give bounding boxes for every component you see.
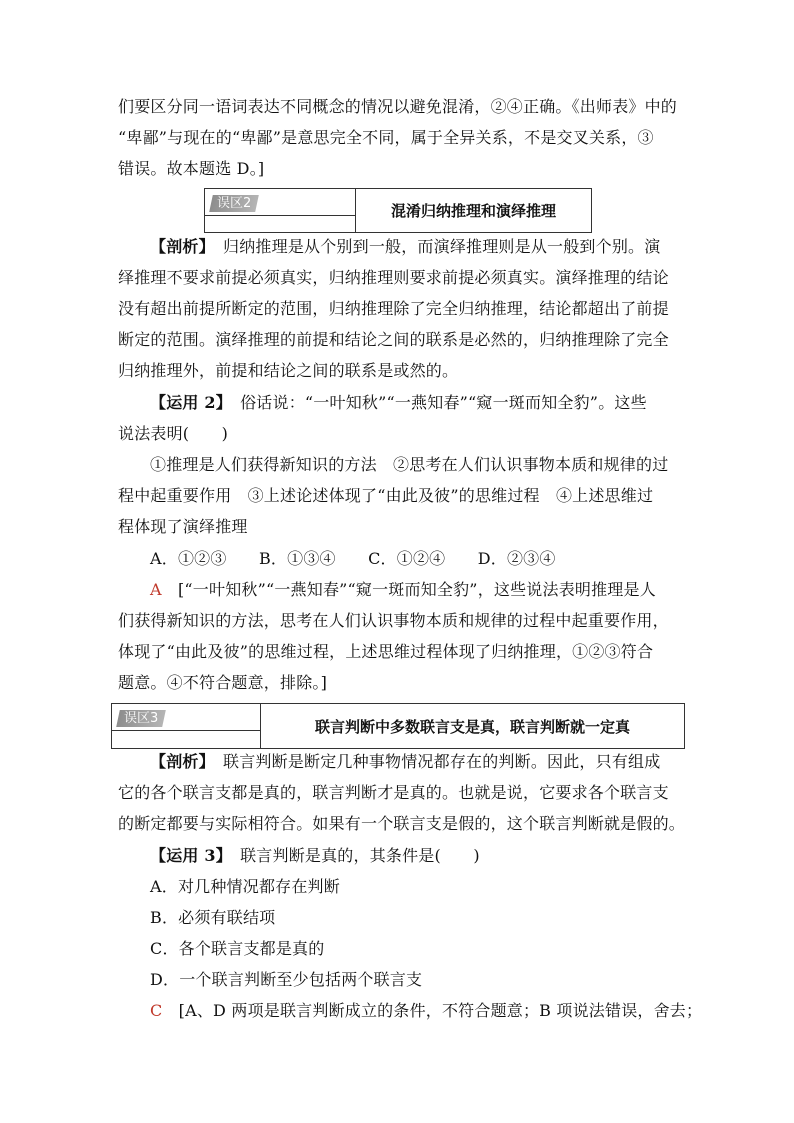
text-line: “卑鄙”与现在的“卑鄙”是意思完全不同，属于全异关系，不是交叉关系，③: [118, 128, 654, 147]
text-line: 题意。④不符合题意，排除。]: [118, 673, 328, 692]
apply-tag: 【运用 2】: [150, 393, 224, 412]
text-line: 绎推理不要求前提必须真实，归纳推理则要求前提必须真实。演绎推理的结论: [118, 268, 669, 287]
option-a: A．对几种情况都存在判断: [150, 877, 340, 896]
apply-3-line-1: [150, 845, 680, 867]
text-line: 程体现了演绎推理: [118, 517, 248, 536]
analysis-tag: 【剖析】: [150, 237, 207, 256]
analysis-text: 联言判断是断定几种事物情况都存在的判断。因此，只有组成: [223, 752, 661, 771]
error-zone-2-badge: 误区2: [209, 195, 259, 212]
question-text: 联言判断是真的，其条件是( ): [240, 846, 480, 865]
text-line: 错误。故本题选 D。]: [118, 159, 265, 178]
analysis-tag: 【剖析】: [150, 752, 207, 771]
analysis-2-line-1: [150, 236, 680, 258]
text-line: 程中起重要作用 ③上述论述体现了“由此及彼”的思维过程 ④上述思维过: [118, 486, 654, 505]
explanation-text: [“一叶知秋”“一燕知春”“窥一斑而知全豹”，这些说法表明推理是人: [177, 580, 656, 599]
text-line: 们要区分同一语词表达不同概念的情况以避免混淆，②④正确。《出师表》中的: [118, 97, 678, 116]
question-text: 俗话说：“一叶知秋”“一燕知春”“窥一斑而知全豹”。这些: [240, 393, 647, 412]
text-line: 体现了“由此及彼”的思维过程，上述思维过程体现了归纳推理，①②③符合: [118, 642, 654, 661]
text-line: 归纳推理外，前提和结论之间的联系是或然的。: [118, 361, 459, 380]
error-zone-3-badge: 误区3: [116, 710, 166, 727]
error-zone-3-box: [111, 703, 685, 749]
text-line: 没有超出前提所断定的范围，归纳推理除了完全归纳推理，结论都超出了前提: [118, 299, 669, 318]
answer-line: [150, 1000, 703, 1022]
text-line: 断定的范围。演绎推理的前提和结论之间的联系是必然的，归纳推理除了完全: [118, 330, 669, 349]
divider: [205, 215, 355, 216]
text-line: 的断定都要与实际相符合。如果有一个联言支是假的，这个联言判断就是假的。: [118, 814, 686, 833]
option-c: C．各个联言支都是真的: [150, 939, 325, 958]
error-zone-2-title: 混淆归纳推理和演绎推理: [390, 202, 556, 220]
text-line: 说法表明( ): [118, 424, 229, 443]
divider: [112, 730, 260, 731]
answer-letter: C: [150, 1001, 163, 1020]
answer-letter: A: [150, 580, 162, 599]
analysis-3-line-1: [150, 751, 680, 773]
apply-2-line-1: [150, 392, 680, 414]
error-zone-3-label-cell: [112, 704, 261, 748]
options-line: A．①②③ B．①③④ C．①②④ D．②③④: [150, 549, 556, 568]
text-line: ①推理是人们获得新知识的方法 ②思考在人们认识事物本质和规律的过: [150, 455, 669, 474]
text-line: 们获得新知识的方法，思考在人们认识事物本质和规律的过程中起重要作用，: [118, 611, 669, 630]
explanation-text: [A、D 两项是联言判断成立的条件，不符合题意；B 项说法错误，舍去；: [178, 1001, 703, 1020]
error-zone-2-label-cell: [205, 189, 356, 232]
error-zone-2-box: [204, 188, 592, 233]
text-line: 它的各个联言支都是真的，联言判断才是真的。也就是说，它要求各个联言支: [118, 783, 669, 802]
analysis-text: 归纳推理是从个别到一般，而演绎推理则是从一般到个别。演: [223, 237, 661, 256]
apply-tag: 【运用 3】: [150, 846, 224, 865]
error-zone-3-title: 联言判断中多数联言支是真，联言判断就一定真: [314, 717, 630, 736]
option-d: D．一个联言判断至少包括两个联言支: [150, 970, 423, 989]
option-b: B．必须有联结项: [150, 908, 276, 927]
answer-line: [150, 579, 680, 601]
